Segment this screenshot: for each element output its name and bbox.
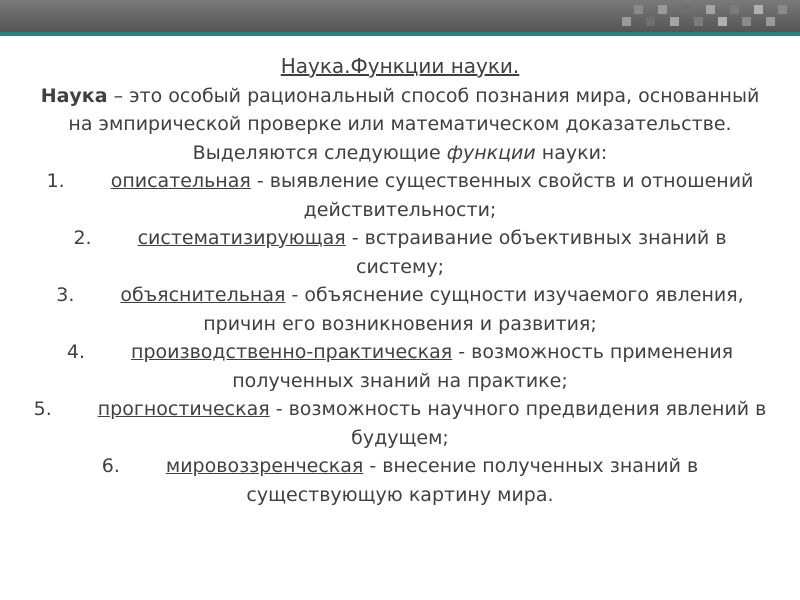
- item-text: - встраивание объективных знаний в систему;: [345, 227, 727, 278]
- item-term: производственно-практическая: [131, 341, 453, 363]
- definition-term: Наука: [40, 84, 108, 107]
- checker-square: [682, 5, 691, 14]
- checker-square: [778, 5, 787, 14]
- intro-line: [30, 139, 770, 168]
- checker-square: [658, 5, 667, 14]
- item-text: - внесение полученных знаний в существующую картину мира.: [246, 455, 699, 506]
- checker-square: [634, 5, 643, 14]
- list-item: [30, 167, 770, 224]
- item-number: 2.: [73, 227, 92, 249]
- item-term: систематизирующая: [137, 227, 346, 249]
- checker-square: [766, 17, 775, 26]
- item-number: 4.: [66, 341, 86, 363]
- item-term: объяснительная: [120, 284, 286, 306]
- item-text: - выявление существенных свойств и отношений действительности;: [250, 170, 754, 221]
- item-number: 6.: [101, 455, 120, 477]
- item-text: - возможность применения полученных знаний на практике;: [232, 341, 734, 392]
- decorative-checker-pattern: [620, 4, 800, 28]
- checker-square: [730, 5, 739, 14]
- checker-square: [706, 5, 715, 14]
- item-text: - объяснение сущности изучаемого явления, причин его возникновения и развития;: [203, 284, 744, 335]
- item-number: 3.: [56, 284, 75, 306]
- list-item: [30, 224, 770, 281]
- page-title: Наука.Функции науки.: [280, 54, 520, 78]
- definition-text: – это особый рациональный способ познания мира, основанный на эмпирической проверке или математическом доказательстве.: [68, 84, 760, 135]
- checker-square: [718, 17, 727, 26]
- checker-square: [694, 17, 703, 26]
- header-bar: [0, 0, 800, 32]
- list-item: [30, 338, 770, 395]
- checker-square: [670, 17, 679, 26]
- item-number: 5.: [33, 398, 52, 420]
- list-item: [30, 395, 770, 452]
- intro-emphasis: функции: [446, 141, 536, 164]
- item-term: прогностическая: [97, 398, 270, 420]
- checker-square: [622, 17, 631, 26]
- checker-square: [646, 17, 655, 26]
- item-number: 1.: [46, 170, 65, 192]
- slide-body: [30, 52, 770, 509]
- item-term: мировоззренческая: [165, 455, 364, 477]
- checker-square: [754, 5, 763, 14]
- list-item: [30, 452, 770, 509]
- definition: [30, 82, 770, 139]
- checker-square: [742, 17, 751, 26]
- intro-before: Выделяются следующие: [192, 141, 447, 164]
- item-term: описательная: [110, 170, 251, 192]
- intro-after: науки:: [535, 141, 608, 164]
- accent-line: [0, 32, 800, 36]
- list-item: [30, 281, 770, 338]
- page-title-line: [30, 52, 770, 82]
- item-text: - возможность научного предвидения явлений в будущем;: [269, 398, 767, 449]
